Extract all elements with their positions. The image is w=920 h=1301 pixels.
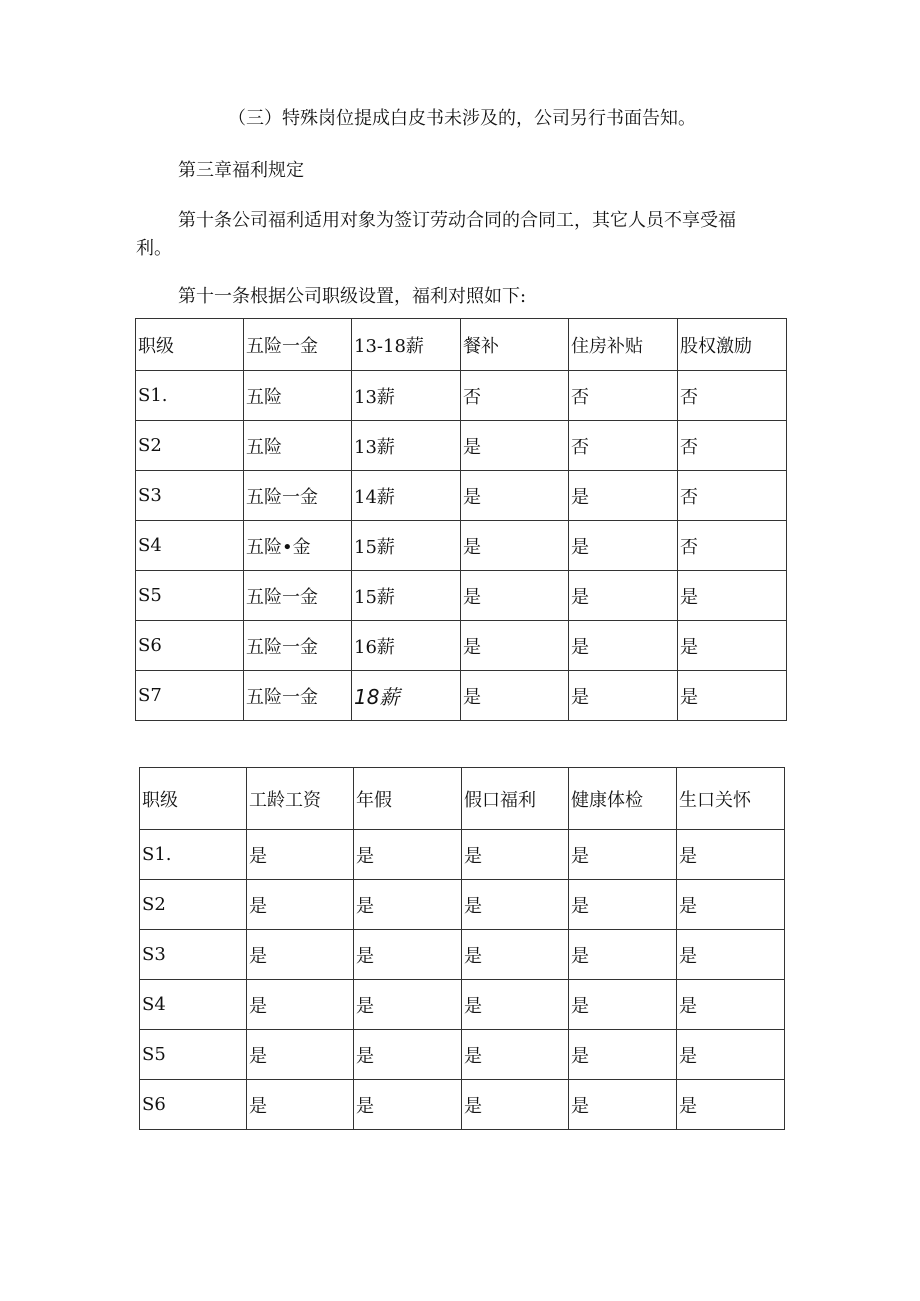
- table-cell: 否: [678, 421, 787, 471]
- column-header: 餐补: [461, 319, 569, 371]
- table-cell: 五险•金: [244, 521, 352, 571]
- table-cell: 是: [569, 930, 677, 980]
- table-row: [136, 571, 787, 621]
- table-cell: 是: [677, 830, 785, 880]
- grade-cell: S7: [136, 671, 244, 721]
- column-header: 住房补贴: [569, 319, 678, 371]
- table-cell: 是: [569, 671, 678, 721]
- table-cell: 五险: [244, 421, 352, 471]
- chapter-heading: 第三章福利规定: [178, 160, 304, 181]
- table-header-row: [140, 768, 785, 830]
- column-header: 健康体检: [569, 768, 677, 830]
- grade-cell: S1.: [136, 371, 244, 421]
- table-cell: 13薪: [352, 421, 461, 471]
- table-row: [136, 521, 787, 571]
- table-row: [136, 421, 787, 471]
- table-cell: 是: [462, 1030, 569, 1080]
- grade-cell: S1.: [140, 830, 247, 880]
- table-cell: 是: [569, 980, 677, 1030]
- table-cell: 是: [247, 880, 354, 930]
- table-cell: 是: [569, 1030, 677, 1080]
- grade-cell: S3: [136, 471, 244, 521]
- column-header: 工龄工资: [247, 768, 354, 830]
- table-cell: 否: [569, 371, 678, 421]
- table-cell: 否: [678, 521, 787, 571]
- table-row: [140, 1030, 785, 1080]
- table-cell: 是: [354, 1030, 462, 1080]
- table-cell: 是: [677, 930, 785, 980]
- column-header: 13-18薪: [352, 319, 461, 371]
- table-cell: 15薪: [352, 521, 461, 571]
- table-cell: 是: [569, 471, 678, 521]
- column-header: 职级: [136, 319, 244, 371]
- table-cell: 是: [247, 930, 354, 980]
- table-cell: 是: [569, 571, 678, 621]
- grade-cell: S4: [140, 980, 247, 1030]
- table-cell: 是: [247, 1030, 354, 1080]
- table-cell: 否: [678, 471, 787, 521]
- table-cell: 是: [677, 880, 785, 930]
- table-cell: 是: [678, 621, 787, 671]
- table-cell: 13薪: [352, 371, 461, 421]
- table-cell: 18薪: [352, 671, 461, 721]
- table-cell: 五险一金: [244, 471, 352, 521]
- table-cell: 是: [569, 880, 677, 930]
- table-cell: 是: [569, 521, 678, 571]
- table-row: [140, 980, 785, 1030]
- grade-cell: S6: [136, 621, 244, 671]
- table-cell: 是: [569, 621, 678, 671]
- table-cell: 15薪: [352, 571, 461, 621]
- table-cell: 是: [569, 1080, 677, 1130]
- table-cell: 否: [461, 371, 569, 421]
- table-cell: 是: [461, 471, 569, 521]
- grade-cell: S6: [140, 1080, 247, 1130]
- table-cell: 是: [461, 621, 569, 671]
- table-row: [140, 830, 785, 880]
- column-header: 职级: [140, 768, 247, 830]
- grade-cell: S5: [136, 571, 244, 621]
- table-cell: 是: [677, 1080, 785, 1130]
- table-cell: 否: [678, 371, 787, 421]
- table-cell: 是: [461, 571, 569, 621]
- grade-cell: S4: [136, 521, 244, 571]
- table-cell: 是: [461, 671, 569, 721]
- table-cell: 16薪: [352, 621, 461, 671]
- table-cell: 五险一金: [244, 571, 352, 621]
- table-cell: 是: [461, 421, 569, 471]
- paragraph-special-positions: （三）特殊岗位提成白皮书未涉及的，公司另行书面告知。: [228, 108, 696, 129]
- column-header: 五险一金: [244, 319, 352, 371]
- table-row: [136, 371, 787, 421]
- table-cell: 是: [569, 830, 677, 880]
- grade-cell: S3: [140, 930, 247, 980]
- paragraph-article-11: 第十一条根据公司职级设置，福利对照如下:: [178, 286, 527, 307]
- paragraph-article-10-line2: 利。: [136, 238, 172, 259]
- table-cell: 是: [678, 571, 787, 621]
- table-row: [140, 1080, 785, 1130]
- grade-cell: S5: [140, 1030, 247, 1080]
- table-cell: 是: [247, 830, 354, 880]
- column-header: 生口关怀: [677, 768, 785, 830]
- table-cell: 是: [354, 930, 462, 980]
- table-cell: 是: [677, 980, 785, 1030]
- table-cell: 14薪: [352, 471, 461, 521]
- table-cell: 是: [247, 980, 354, 1030]
- paragraph-article-10-line1: 第十条公司福利适用对象为签订劳动合同的合同工，其它人员不享受福: [178, 210, 736, 231]
- table-cell: 是: [677, 1030, 785, 1080]
- table-cell: 是: [354, 880, 462, 930]
- table-cell: 否: [569, 421, 678, 471]
- column-header: 股权激励: [678, 319, 787, 371]
- table-header-row: [136, 319, 787, 371]
- benefit-table-2: [139, 767, 785, 1130]
- table-cell: 五险一金: [244, 671, 352, 721]
- column-header: 年假: [354, 768, 462, 830]
- grade-cell: S2: [136, 421, 244, 471]
- table-cell: 是: [462, 1080, 569, 1130]
- table-cell: 是: [461, 521, 569, 571]
- table-cell: 是: [247, 1080, 354, 1130]
- table-cell: 五险一金: [244, 621, 352, 671]
- table-cell: 是: [678, 671, 787, 721]
- column-header: 假口福利: [462, 768, 569, 830]
- table-row: [136, 621, 787, 671]
- table-row: [136, 671, 787, 721]
- table-row: [140, 880, 785, 930]
- grade-cell: S2: [140, 880, 247, 930]
- table-cell: 是: [354, 1080, 462, 1130]
- table-row: [140, 930, 785, 980]
- table-cell: 是: [462, 880, 569, 930]
- table-row: [136, 471, 787, 521]
- table-cell: 是: [462, 830, 569, 880]
- table-cell: 五险: [244, 371, 352, 421]
- table-cell: 是: [462, 930, 569, 980]
- table-cell: 是: [462, 980, 569, 1030]
- benefit-table-1: [135, 318, 787, 721]
- table-cell: 是: [354, 830, 462, 880]
- table-cell: 是: [354, 980, 462, 1030]
